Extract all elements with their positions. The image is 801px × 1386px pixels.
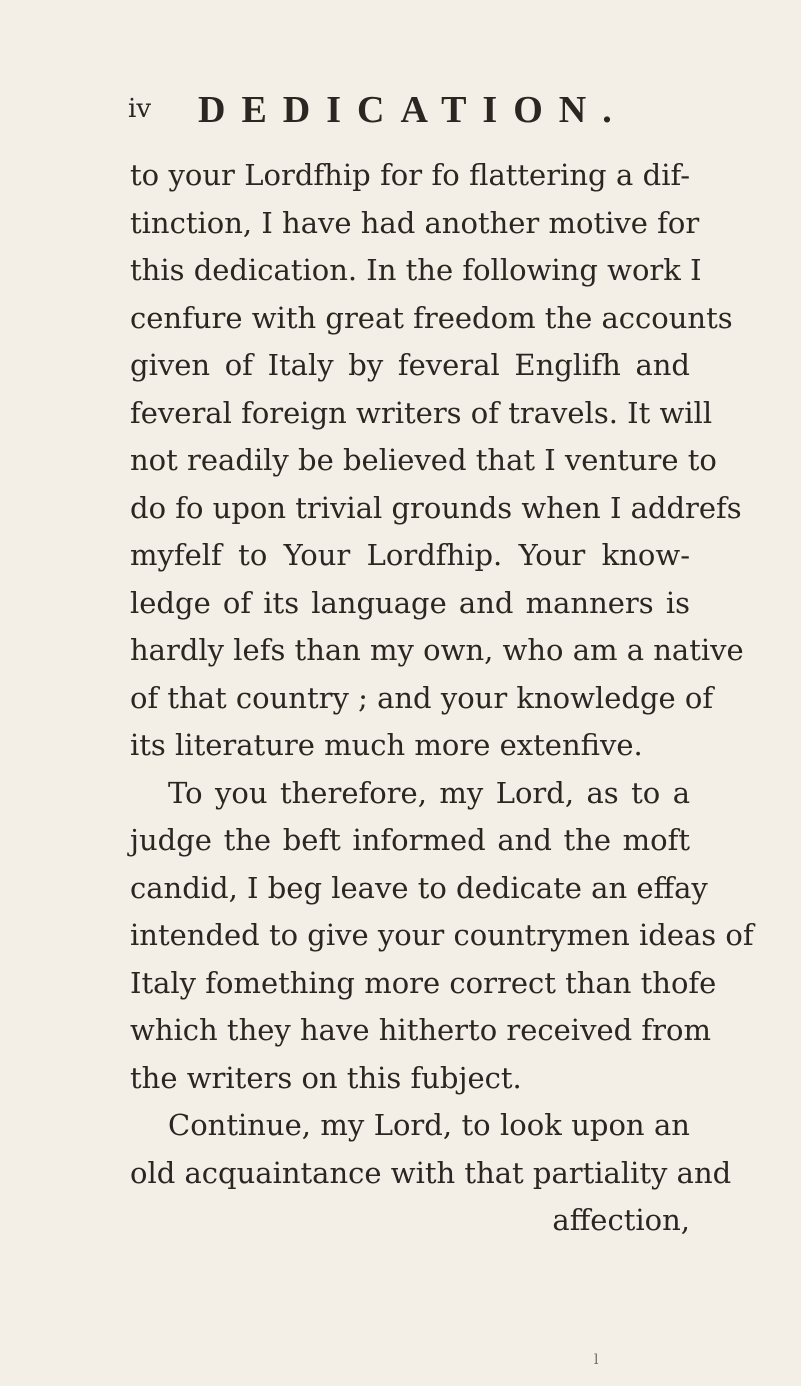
text-line: intended to give your countrymen ideas of — [130, 918, 754, 952]
text-line: feveral foreign writers of travels. It will — [130, 395, 713, 430]
text-line: old acquaintance with that partiality and — [130, 1155, 732, 1190]
text-line: to your Lordfhip for fo flattering a dif- — [130, 158, 690, 192]
page-number: iv — [128, 94, 152, 124]
text-line: judge the beft informed and the moft — [130, 823, 690, 857]
text-line: ledge of its language and manners is — [130, 585, 690, 620]
text-line: its literature much more extenfive. — [130, 728, 643, 762]
text-line: not readily be believed that I venture to — [130, 443, 717, 477]
text-line: which they have hitherto received from — [130, 1013, 711, 1047]
text-line: Italy fomething more correct than thofe — [130, 965, 717, 1000]
text-line: given of Italy by feveral Englifh and — [130, 348, 690, 382]
text-line: this dedication. In the following work I — [130, 253, 702, 287]
catchword: affection, — [552, 1203, 690, 1237]
page-header — [128, 88, 728, 132]
text-line: do fo upon trivial grounds when I addrefs — [130, 490, 742, 525]
text-line: cenfure with great freedom the accounts — [130, 300, 733, 335]
footer-mark: l — [594, 1352, 599, 1368]
running-head: DEDICATION. — [198, 89, 628, 131]
text-line: myfelf to Your Lordfhip. Your know- — [130, 538, 690, 572]
text-line: candid, I beg leave to dedicate an effay — [130, 870, 708, 905]
dedication-text — [130, 152, 754, 1245]
text-line: hardly lefs than my own, who am a native — [130, 633, 744, 667]
text-line: the writers on this fubject. — [130, 1060, 522, 1095]
text-line: of that country ; and your knowledge of — [130, 680, 714, 715]
text-line: tinction, I have had another motive for — [130, 205, 700, 240]
text-line: To you therefore, my Lord, as to a — [168, 775, 690, 810]
text-line: Continue, my Lord, to look upon an — [168, 1108, 690, 1142]
